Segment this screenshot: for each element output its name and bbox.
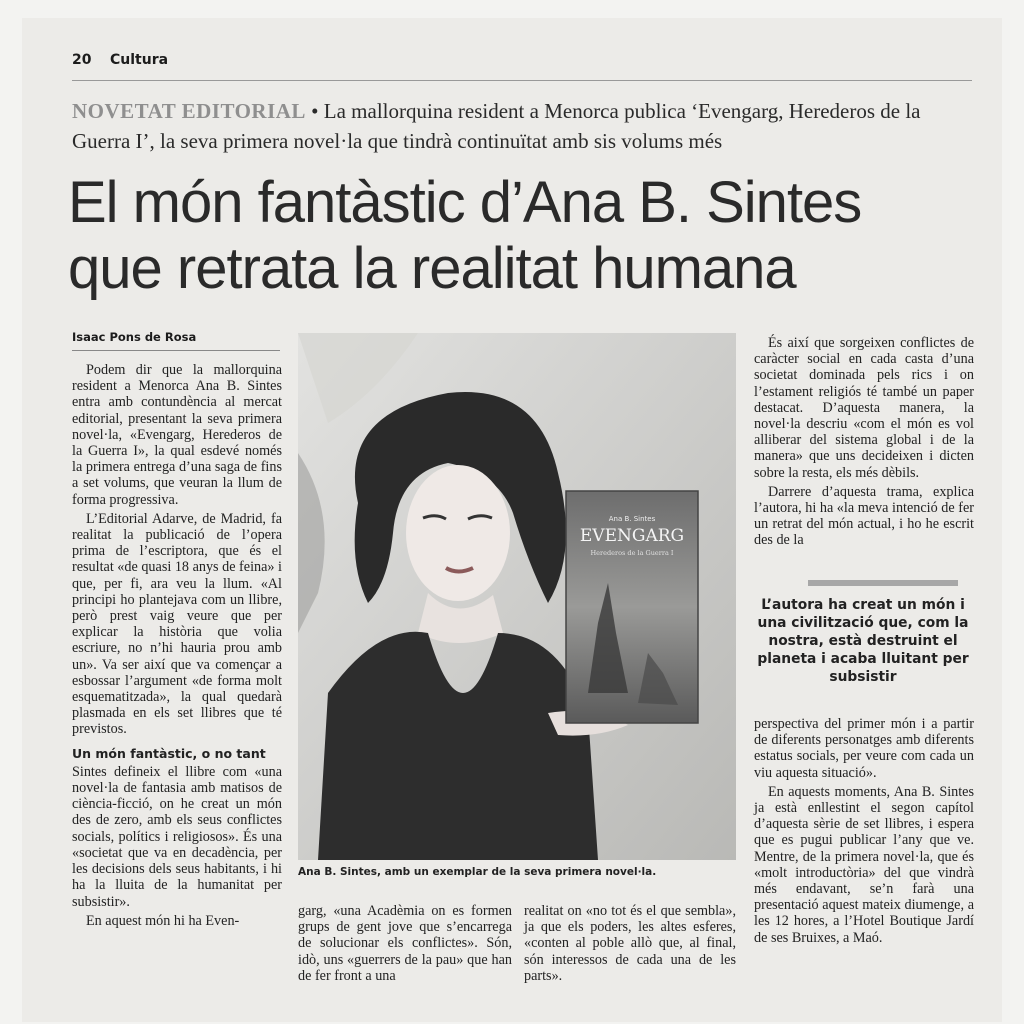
subheading: Un món fantàstic, o no tant — [72, 745, 266, 761]
paragraph: En aquest món hi ha Even- — [86, 912, 240, 929]
book-title-text: EVENGARG — [579, 526, 685, 546]
column-4 — [754, 335, 974, 552]
headline — [68, 170, 988, 302]
column-3 — [524, 903, 736, 987]
headline-line-2: que retrata la realitat humana — [68, 236, 796, 301]
kicker-text: La mallorquina resident a Menorca publica ‘Evengarg, Herederos de la Guerra I’, la seva primera novel·la que tindrà continuïtat amb sis volums més — [72, 99, 921, 153]
kicker — [72, 96, 972, 156]
pullquote-bar — [808, 580, 958, 586]
paragraph: En aquests moments, Ana B. Sintes ja està enllestint el segon capítol d’aquesta sèrie de set llibres, i espera que es pugui publicar l’any que ve. Mentre, de la primera novel·la, que és «molt introductòria» del que vindrà més endavant, se’n farà una presentació aquest mateix diumenge, a les 12 hores, a l’Hotel Boutique Jardí de ses Bruixes, a Maó. — [754, 783, 974, 946]
byline-rule — [72, 350, 280, 351]
book-subtitle-text: Herederos de la Guerra I — [590, 549, 674, 557]
kicker-tag: NOVETAT EDITORIAL — [72, 99, 306, 123]
book-author-text: Ana B. Sintes — [608, 515, 656, 523]
paragraph: garg, «una Acadèmia on es formen grups de gent jove que s’encarrega de solucionar els conflictes». Són, idò, uns «guerrers de la pau» que han de fer front a una — [298, 903, 512, 984]
pullquote: L’autora ha creat un món i una civilització que, com la nostra, està destruint el planeta i acaba lluitant per subsistir — [757, 597, 969, 685]
author-photo — [298, 333, 736, 860]
top-rule — [72, 80, 972, 81]
paragraph: És així que sorgeixen conflictes de caràcter social en cada casta d’una societat dominada pels rics i on l’estament religiós té també un paper destacat. D’aquesta manera, la novel·la descriu «com el món es vol alliberar del sistema global i de la manera» que uns decideixen i dicten sobre la resta, els més dèbils. — [754, 335, 974, 481]
paragraph: perspectiva del primer món i a partir de diferents personatges amb diferents estatus socials, per veure com cada un viu aquesta situació». — [754, 716, 974, 781]
paragraph: realitat on «no tot és el que sembla», ja que els poders, les altes esferes, «conten al poble allò que, al final, són interessos de cada una de les parts». — [524, 903, 736, 984]
column-2 — [298, 903, 512, 987]
paragraph: Podem dir que la mallorquina resident a Menorca Ana B. Sintes entra amb contundència al mercat editorial, presentant la seva primera novel·la, «Evengarg, Herederos de la Guerra I», la qual esdevé només la primera entrega d’una saga de fins a set volums, que veuran la llum de forma progressiva. — [72, 362, 282, 508]
headline-line-1: El món fantàstic d’Ana B. Sintes — [68, 170, 862, 235]
section-name: Cultura — [110, 52, 169, 68]
paragraph: Darrere d’aquesta trama, explica l’autora, hi ha «la meva intenció de fer un retrat del món actual, i ho he escrit des de la — [754, 483, 974, 549]
paragraph: L’Editorial Adarve, de Madrid, fa realitat la publicació de l’opera prima de l’escriptora, que és el resultat «de quasi 18 anys de feina» i que, per fi, ara veu la llum. «Al principi ho plantejava com un llibre, però prest vaig veure que per explicar la història que volia escriure, no n’hi hauria prou amb un». Va ser així que va començar a esbossar l’argument «de forma molt esquematitzada», la qual quedarà plasmada en els set llibres que té previstos. — [72, 510, 282, 738]
column-4-continued — [754, 716, 974, 949]
column-1 — [72, 362, 282, 932]
photo-illustration — [298, 333, 736, 860]
byline: Isaac Pons de Rosa — [72, 330, 197, 344]
photo-caption: Ana B. Sintes, amb un exemplar de la seva primera novel·la. — [298, 866, 657, 878]
paragraph: Sintes defineix el llibre com «una novel·la de fantasia amb matisos de ciència-ficció, on he creat un món des de zero, amb els seus conflictes socials, polítics i religiosos». És una «societat que va en decadència, per les decisions dels seus habitants, i hi ha la lluita de la humanitat per subsistir». — [72, 763, 282, 910]
page-number: 20 — [72, 52, 92, 68]
kicker-bullet: • — [311, 99, 319, 123]
